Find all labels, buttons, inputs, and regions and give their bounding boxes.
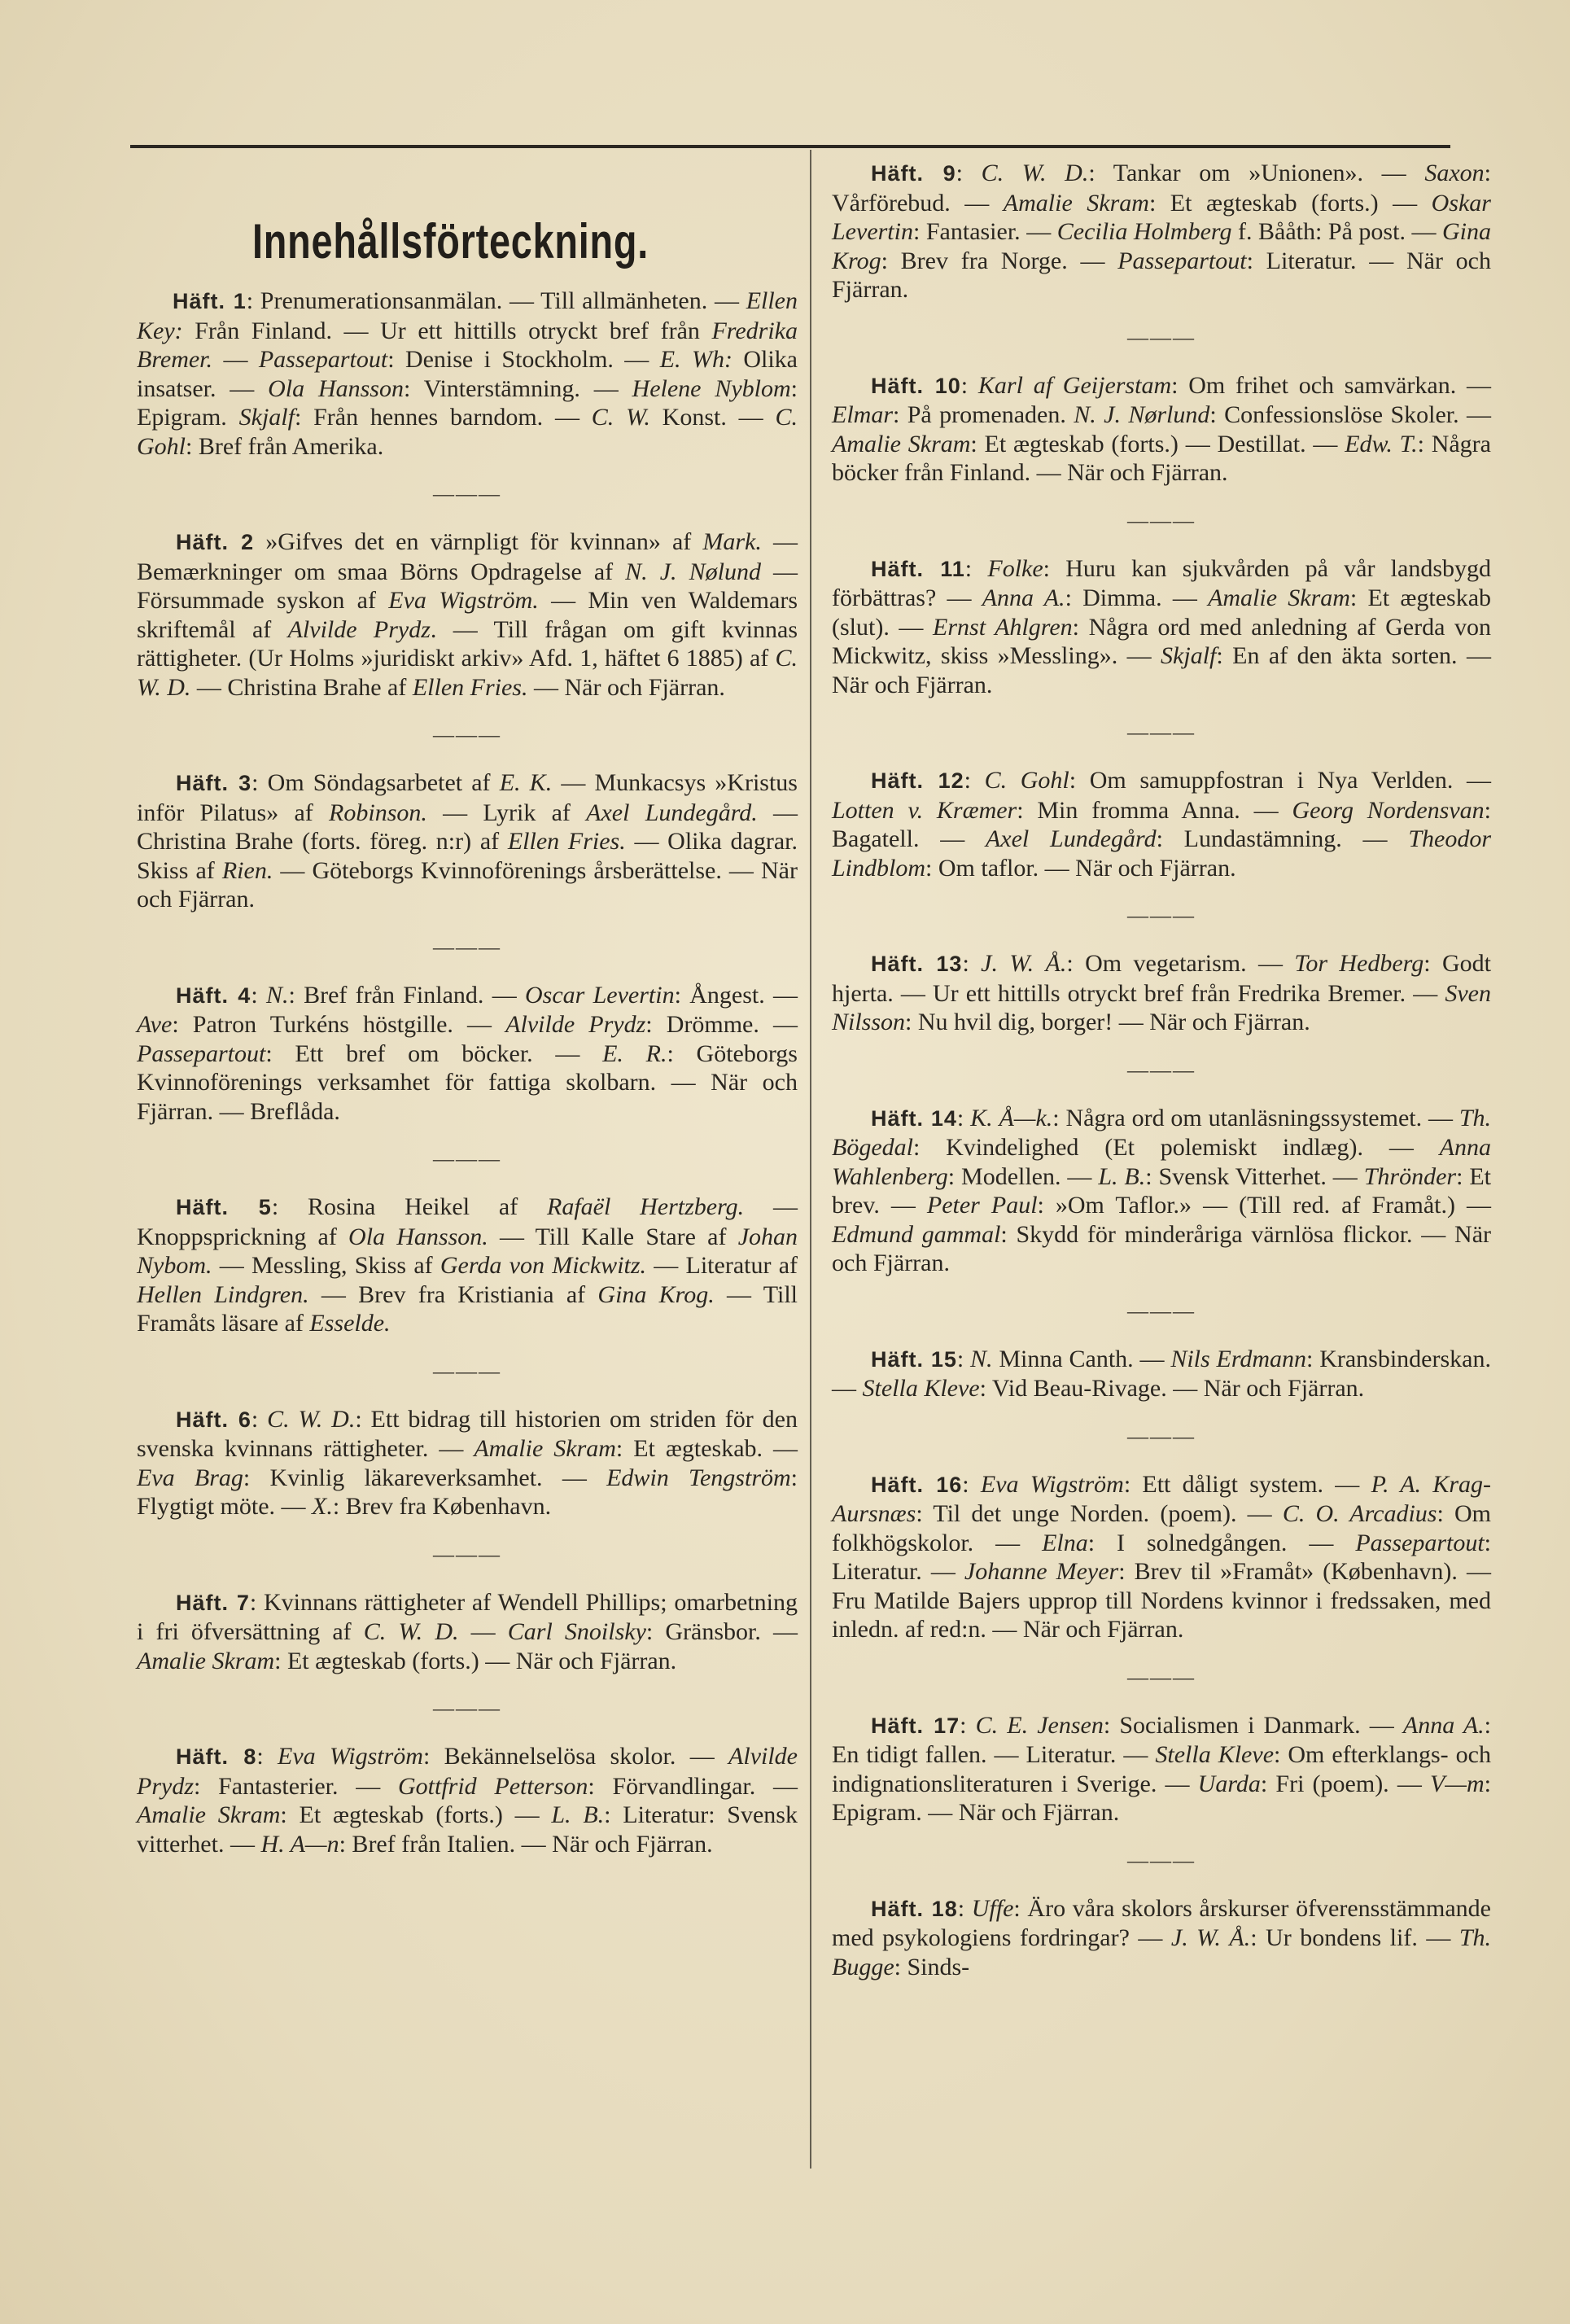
author-name: Carl Snoilsky xyxy=(507,1618,646,1645)
issue-label: Häft. 14 xyxy=(871,1105,957,1131)
entry-text: : Patron Turkéns höstgille. — xyxy=(172,1011,506,1038)
entry-text: : Några ord med anledning af Gerda von Mickwitz, skiss »Messling». — xyxy=(832,613,1491,669)
entry-text: — Messling, Skiss af xyxy=(212,1252,440,1279)
entry-text: : Et ægteskab. — xyxy=(615,1435,798,1462)
issue-label: Häft. 17 xyxy=(871,1713,960,1738)
section-separator: ——— xyxy=(1127,1298,1196,1323)
entry-text: : Flygtigt möte. — xyxy=(137,1464,798,1520)
entry-text: : Ett dåligt system. — xyxy=(1123,1470,1371,1498)
author-name: K. Å—k. xyxy=(970,1104,1053,1131)
entry-text: : Bref från Finland. — xyxy=(288,981,525,1009)
entry-text: : Huru kan sjukvården på vår landsbygd förbättras? — xyxy=(832,554,1491,611)
entry-text: : Sinds- xyxy=(894,1953,970,1980)
entry-text: : Brev til »Framåt» (København). — Fru Matilde Bajers upprop till Nordens kvinnor i fredssaken, med inledn. af red:n. — När och Fjärran. xyxy=(832,1558,1491,1643)
entry-text: : Vid Beau-Rivage. — När och Fjärran. xyxy=(979,1375,1365,1402)
author-name: Georg Nordensvan xyxy=(1292,796,1485,824)
author-name: C. Gohl xyxy=(137,404,798,460)
author-name: Amalie Skram xyxy=(1003,189,1149,217)
entry-text: : Literatur. — xyxy=(832,1529,1492,1585)
entry-text: : Bagatell. — xyxy=(832,796,1492,852)
issue-label: Häft. 1 xyxy=(173,289,247,313)
author-name: Elmar xyxy=(832,401,893,428)
entry-text: — xyxy=(458,1618,508,1645)
right-column xyxy=(832,159,1491,2022)
entry-text: : Modellen. — xyxy=(947,1162,1099,1190)
issue-label: Häft. 5 xyxy=(176,1195,272,1219)
entry-text: : Brev fra København. xyxy=(332,1493,552,1520)
entry-text: : xyxy=(956,1345,971,1372)
author-name: Uarda xyxy=(1197,1770,1261,1797)
entry-text: : Nu hvil dig, borger! — När och Fjärran. xyxy=(905,1009,1310,1035)
entry-text: Olika insatser. — xyxy=(137,346,798,402)
section-separator: ——— xyxy=(1127,1848,1196,1872)
toc-entry xyxy=(832,1104,1491,1278)
author-name: N. xyxy=(265,981,289,1009)
column-divider xyxy=(810,150,811,2169)
author-name: Ola Hansson xyxy=(268,374,404,402)
issue-label: Häft. 2 xyxy=(176,530,255,554)
issue-label: Häft. 9 xyxy=(871,161,956,186)
entry-text: : xyxy=(957,1894,972,1922)
entry-text: : Brev fra Norge. — xyxy=(881,247,1118,274)
entry-text: : Et ægteskab (forts.) — När och Fjärran. xyxy=(274,1647,677,1674)
toc-entry xyxy=(832,371,1491,488)
entry-text: : Skydd för minderåriga värnlösa flickor. — När och Fjärran. xyxy=(832,1220,1491,1276)
author-name: Elna xyxy=(1042,1529,1088,1556)
top-rule xyxy=(130,145,1450,148)
entry-text: — Till Kalle Stare af xyxy=(488,1223,738,1250)
author-name: Stella Kleve xyxy=(1155,1741,1275,1768)
author-name: L. B. xyxy=(551,1801,605,1828)
entry-text: : Om samuppfostran i Nya Verlden. — xyxy=(1069,767,1491,794)
author-name: Ola Hansson. xyxy=(348,1223,488,1250)
author-name: Rafaël Hertzberg. xyxy=(547,1193,745,1220)
entry-text: : Godt hjerta. — Ur ett hittills otryckt bref från Fredrika Bremer. — xyxy=(832,950,1491,1007)
entry-text: : En af den äkta sorten. — När och Fjärran. xyxy=(832,642,1491,698)
author-name: J. W. Å. xyxy=(981,950,1067,977)
author-name: L. B. xyxy=(1098,1162,1146,1190)
author-name: Tor Hedberg xyxy=(1294,950,1424,977)
author-name: Ellen Fries. xyxy=(507,828,626,855)
issue-label: Häft. 12 xyxy=(871,768,964,793)
entry-text: — När och Fjärran. xyxy=(527,673,725,701)
entry-text: Från Finland. — Ur ett hittills otryckt bref från xyxy=(182,317,712,344)
section-separator: ——— xyxy=(433,934,501,959)
entry-text: : Drömme. — xyxy=(645,1011,798,1038)
entry-text: : Ett bidrag till historien om striden för den svenska kvinnans rättigheter. — xyxy=(137,1405,798,1462)
author-name: Anna A. xyxy=(1402,1711,1485,1739)
author-name: Gina Krog. xyxy=(597,1280,715,1308)
entry-text: : »Om Taflor.» — (Till red. af Framåt.) — xyxy=(1037,1192,1491,1219)
entry-text: . — Till frågan om gift kvinnas rättigheter. (Ur Holms »juridiskt arkiv» Afd. 1, häftet 6 1885) af xyxy=(137,615,798,672)
entry-text: — Försummade syskon af xyxy=(137,558,798,614)
entry-text: : Svensk Vitterhet. — xyxy=(1145,1162,1364,1190)
author-name: Esselde. xyxy=(309,1310,391,1337)
author-name: Edwin Tengström xyxy=(606,1464,791,1491)
entry-text: — Christina Brahe (forts. föreg. n:r) af xyxy=(137,799,798,855)
entry-text: : Epigram. xyxy=(137,374,798,431)
toc-entry xyxy=(832,949,1491,1037)
entry-text: — Munkacsys »Kristus inför Pilatus» af xyxy=(137,769,798,826)
author-name: N. xyxy=(970,1345,993,1372)
author-name: C. W. D. xyxy=(267,1405,356,1433)
author-name: Rien. xyxy=(221,856,273,884)
author-name: Mark. xyxy=(702,528,762,555)
toc-entry xyxy=(832,766,1491,882)
entry-text: : En tidigt fallen. — Literatur. — xyxy=(832,1711,1491,1768)
author-name: Amalie Skram xyxy=(474,1435,616,1462)
entry-text: : Til det unge Norden. (poem). — xyxy=(916,1500,1283,1527)
entry-text: : xyxy=(956,160,982,186)
left-column xyxy=(137,287,798,1899)
entry-text: : Fantasier. — xyxy=(912,218,1057,245)
issue-label: Häft. 7 xyxy=(176,1590,250,1615)
entry-text: : Om folkhögskolor. — xyxy=(832,1500,1491,1556)
author-name: C. W. D. xyxy=(363,1618,459,1645)
entry-text: : Bekännelselösa skolor. — xyxy=(422,1743,729,1770)
entry-text: — Min ven Waldemars skriftemål af xyxy=(137,587,798,643)
author-name: Edw. T. xyxy=(1345,430,1418,457)
author-name: Passepartout xyxy=(1355,1529,1485,1556)
entry-text: : Fantasterier. — xyxy=(194,1772,398,1800)
author-name: Johanne Meyer xyxy=(964,1558,1119,1585)
author-name: Skjalf xyxy=(1161,642,1217,669)
toc-entry xyxy=(137,1588,798,1676)
issue-label: Häft. 6 xyxy=(176,1407,251,1432)
section-separator: ——— xyxy=(1127,904,1196,927)
author-name: Alvilde Prydz xyxy=(137,1743,798,1800)
entry-text: : Om Söndagsarbetet af xyxy=(251,769,500,796)
section-separator: ——— xyxy=(1127,508,1196,532)
author-name: Peter Paul xyxy=(926,1192,1038,1219)
entry-text: : Ångest. — xyxy=(674,981,798,1009)
toc-entry xyxy=(137,1193,798,1338)
entry-text: : Et brev. — xyxy=(832,1162,1492,1219)
author-name: Amalie Skram xyxy=(832,430,971,457)
entry-text: : Epigram. — När och Fjärran. xyxy=(832,1770,1491,1826)
entry-text: : Vårförebud. — xyxy=(832,160,1491,217)
author-name: Stella Kleve xyxy=(862,1375,980,1402)
author-name: Skjalf xyxy=(238,404,295,431)
entry-text: : Om frihet och samvärkan. — xyxy=(1171,371,1491,399)
toc-entry xyxy=(832,554,1491,700)
entry-text: : Literatur. — När och Fjärran. xyxy=(832,247,1491,303)
author-name: C. E. Jensen xyxy=(975,1711,1104,1739)
author-name: P. A. Krag-Aursnæs xyxy=(832,1470,1491,1527)
issue-label: Häft. 15 xyxy=(871,1346,957,1372)
author-name: Fredrika Bremer. xyxy=(137,317,798,373)
entry-text: f. Bååth: På post. — xyxy=(1231,218,1443,245)
toc-entry xyxy=(137,1742,798,1858)
entry-text: : Bref från Amerika. xyxy=(186,432,384,460)
section-separator: ——— xyxy=(433,1147,501,1171)
author-name: Thrönder xyxy=(1363,1162,1457,1190)
author-name: Saxon xyxy=(1424,160,1485,186)
entry-text: : xyxy=(256,1743,278,1770)
issue-label: Häft. 16 xyxy=(871,1472,963,1497)
author-name: J. W. Å. xyxy=(1170,1924,1251,1951)
author-name: E. Wh: xyxy=(659,346,733,373)
entry-text: : Et ægteskab (slut). — xyxy=(832,584,1492,641)
section-separator: ——— xyxy=(433,1696,501,1720)
entry-text: : I solnedgången. — xyxy=(1087,1529,1356,1556)
entry-text: : xyxy=(962,950,982,977)
author-name: Oscar Levertin xyxy=(525,981,675,1009)
author-name: Passepartout xyxy=(258,346,388,373)
entry-text: : xyxy=(960,371,978,399)
entry-text: : Om efterklangs- och indignationsliteraturen i Sverige. — xyxy=(832,1741,1491,1797)
author-name: Edmund gammal xyxy=(832,1220,1001,1248)
toc-entry xyxy=(832,1711,1491,1827)
entry-text: — Brev fra Kristiania af xyxy=(308,1280,598,1308)
entry-text: — Christina Brahe af xyxy=(190,673,413,701)
entry-text: : Gränsbor. — xyxy=(645,1618,798,1645)
author-name: Cecilia Holmberg xyxy=(1056,218,1232,245)
author-name: C. W. D. xyxy=(137,645,798,701)
author-name: Amalie Skram xyxy=(137,1801,281,1828)
author-name: Th. Bögedal xyxy=(832,1104,1491,1161)
author-name: Oskar Levertin xyxy=(832,189,1491,245)
author-name: Anna A. xyxy=(982,584,1065,611)
author-name: E. K. xyxy=(499,769,553,796)
entry-text: : Om taflor. — När och Fjärran. xyxy=(925,854,1236,882)
page-title: Innehållsförteckning. xyxy=(252,214,649,269)
entry-text: — Lyrik af xyxy=(426,799,587,826)
entry-text: : Vinterstämning. — xyxy=(403,374,632,402)
author-name: Nils Erdmann xyxy=(1170,1345,1307,1372)
author-name: H. A—n xyxy=(260,1830,339,1858)
author-name: Axel Lundegård. xyxy=(586,799,758,826)
author-name: Alvilde Prydz xyxy=(505,1011,646,1038)
toc-entry xyxy=(832,159,1491,304)
author-name: V—m xyxy=(1429,1770,1485,1797)
section-separator: ——— xyxy=(433,1542,501,1566)
entry-text: : Et ægteskab (forts.) — xyxy=(1148,189,1432,217)
author-name: Passepartout xyxy=(137,1039,266,1067)
toc-entry xyxy=(137,527,798,702)
entry-text: : Några ord om utanläsningssystemet. — xyxy=(1052,1104,1459,1131)
entry-text: — Till Framåts läsare af xyxy=(137,1280,798,1337)
section-separator: ——— xyxy=(1127,1057,1196,1082)
entry-text: : Från hennes barndom. — xyxy=(294,404,592,431)
toc-entry xyxy=(832,1345,1491,1403)
entry-text: : Ett bref om böcker. — xyxy=(265,1039,603,1067)
entry-text: : Dimma. — xyxy=(1065,584,1209,611)
entry-text: : Ur bondens lif. — xyxy=(1250,1924,1459,1951)
author-name: Ave xyxy=(137,1011,173,1038)
author-name: C. O. Arcadius xyxy=(1282,1500,1437,1527)
toc-entry xyxy=(832,1470,1491,1644)
author-name: Alvilde Prydz xyxy=(287,615,431,643)
author-name: Helene Nyblom xyxy=(632,374,791,402)
author-name: Eva Wigström xyxy=(278,1743,423,1770)
entry-text: : Et ægteskab (forts.) — Destillat. — xyxy=(970,430,1345,457)
entry-text: : Några böcker från Finland. — När och Fjärran. xyxy=(832,430,1491,486)
entry-text: : Bref från Italien. — När och Fjärran. xyxy=(339,1830,713,1858)
author-name: Theodor Lindblom xyxy=(832,825,1491,882)
entry-text: : Min fromma Anna. — xyxy=(1017,796,1292,824)
entry-text: : Prenumerationsanmälan. — Till allmänheten. — xyxy=(246,287,746,314)
author-name: Eva Wigström xyxy=(980,1470,1124,1498)
entry-text: »Gifves det en värnpligt för kvinnan» af xyxy=(254,528,703,555)
issue-label: Häft. 11 xyxy=(871,556,965,581)
entry-text: : Tankar om »Unionen». — xyxy=(1088,160,1425,186)
author-name: Gottfrid Petterson xyxy=(397,1772,588,1800)
issue-label: Häft. 10 xyxy=(871,373,961,398)
section-separator: ——— xyxy=(1127,325,1196,349)
entry-text: : xyxy=(251,1405,268,1433)
author-name: Uffe xyxy=(971,1894,1014,1922)
entry-text: : xyxy=(960,1711,976,1739)
author-name: Folke xyxy=(987,554,1043,582)
section-separator: ——— xyxy=(1127,1665,1196,1689)
section-separator: ——— xyxy=(433,723,501,746)
author-name: Ellen Fries. xyxy=(412,673,528,701)
author-name: Gerda von Mickwitz. xyxy=(440,1252,647,1279)
author-name: X. xyxy=(312,1493,333,1520)
entry-text: : xyxy=(964,767,985,794)
entry-text: : Förvandlingar. — xyxy=(588,1772,798,1800)
author-name: Gina Krog xyxy=(832,218,1492,274)
toc-entry xyxy=(137,1405,798,1521)
entry-text: — Knoppsprickning af xyxy=(137,1193,798,1250)
author-name: N. J. Nølund xyxy=(625,558,761,585)
author-name: Th. Bugge xyxy=(832,1924,1491,1980)
entry-text: : Om vegetarism. — xyxy=(1066,950,1295,977)
entry-text: : Et ægteskab (forts.) — xyxy=(280,1801,552,1828)
author-name: Amalie Skram xyxy=(1208,584,1350,611)
entry-text: — Literatur af xyxy=(646,1252,798,1279)
author-name: Ellen Key: xyxy=(137,287,798,344)
entry-text: : Kvinnans rättigheter af Wendell Phillips; omarbetning i fri öfversättning af xyxy=(137,1588,798,1645)
issue-label: Häft. 3 xyxy=(176,771,252,795)
toc-entry xyxy=(137,287,798,461)
toc-entry xyxy=(137,981,798,1127)
section-separator: ——— xyxy=(433,1359,501,1383)
author-name: C. W. D. xyxy=(981,160,1089,186)
entry-text: — xyxy=(212,346,259,373)
entry-text: : xyxy=(956,1104,971,1131)
entry-text: — Olika dagrar. Skiss af xyxy=(137,828,798,884)
issue-label: Häft. 13 xyxy=(871,952,963,976)
entry-text: : På promenaden. xyxy=(893,401,1074,428)
entry-text: Minna Canth. — xyxy=(992,1345,1171,1372)
entry-text: : Lundastämning. — xyxy=(1156,825,1409,852)
entry-text: : Socialismen i Danmark. — xyxy=(1103,1711,1403,1739)
author-name: E. R. xyxy=(602,1039,667,1067)
author-name: Hellen Lindgren. xyxy=(137,1280,309,1308)
author-name: Passepartout xyxy=(1117,247,1247,274)
entry-text: Konst. — xyxy=(649,404,776,431)
entry-text: : Kvinlig läkareverksamhet. — xyxy=(243,1464,607,1491)
entry-text: : Kransbinderskan. — xyxy=(832,1345,1491,1402)
author-name: Anna Wahlenberg xyxy=(832,1134,1491,1190)
entry-text: : Kvindelighed (Et polemiskt indlæg). — xyxy=(912,1134,1440,1161)
entry-text: : Göteborgs Kvinnoförenings verksamhet för fattiga skolbarn. — När och Fjärran. — Breflåda. xyxy=(137,1039,798,1125)
section-separator: ——— xyxy=(1127,1424,1196,1448)
author-name: C. Gohl xyxy=(984,767,1069,794)
entry-text: : Denise i Stockholm. — xyxy=(387,346,660,373)
entry-text: : Literatur: Svensk vitterhet. — xyxy=(137,1801,798,1858)
author-name: C. W. xyxy=(591,404,650,431)
entry-text: : xyxy=(962,1470,981,1498)
author-name: N. J. Nørlund xyxy=(1074,401,1210,428)
section-separator: ——— xyxy=(1127,720,1196,744)
entry-text: — Bemærkninger om smaa Börns Opdragelse af xyxy=(137,528,798,585)
entry-text: — Göteborgs Kvinnoförenings årsberättelse. — När och Fjärran. xyxy=(137,856,798,913)
issue-label: Häft. 18 xyxy=(871,1896,958,1921)
entry-text: : Rosina Heikel af xyxy=(271,1193,548,1220)
author-name: Sven Nilsson xyxy=(832,979,1491,1035)
issue-label: Häft. 4 xyxy=(176,983,251,1008)
toc-entry xyxy=(137,768,798,914)
toc-entry xyxy=(832,1894,1491,1982)
author-name: Axel Lundegård xyxy=(985,825,1157,852)
section-separator: ——— xyxy=(433,482,501,506)
entry-text: : xyxy=(251,981,266,1009)
author-name: Robinson. xyxy=(329,799,427,826)
author-name: Lotten v. Kræmer xyxy=(832,796,1017,824)
entry-text: : xyxy=(964,554,988,582)
issue-label: Häft. 8 xyxy=(176,1744,257,1769)
author-name: Ernst Ahlgren xyxy=(933,613,1073,641)
author-name: Eva Brag xyxy=(137,1464,243,1491)
entry-text: : Äro våra skolors årskurser öfverensstämmande med psykologiens fordringar? — xyxy=(832,1894,1491,1951)
author-name: Amalie Skram xyxy=(137,1647,275,1674)
author-name: Karl af Geijerstam xyxy=(977,371,1172,399)
entry-text: : Confessionslöse Skoler. — xyxy=(1209,401,1491,428)
entry-text: : Fri (poem). — xyxy=(1260,1770,1430,1797)
author-name: Johan Nybom. xyxy=(137,1223,798,1279)
author-name: Eva Wigström. xyxy=(388,587,539,614)
